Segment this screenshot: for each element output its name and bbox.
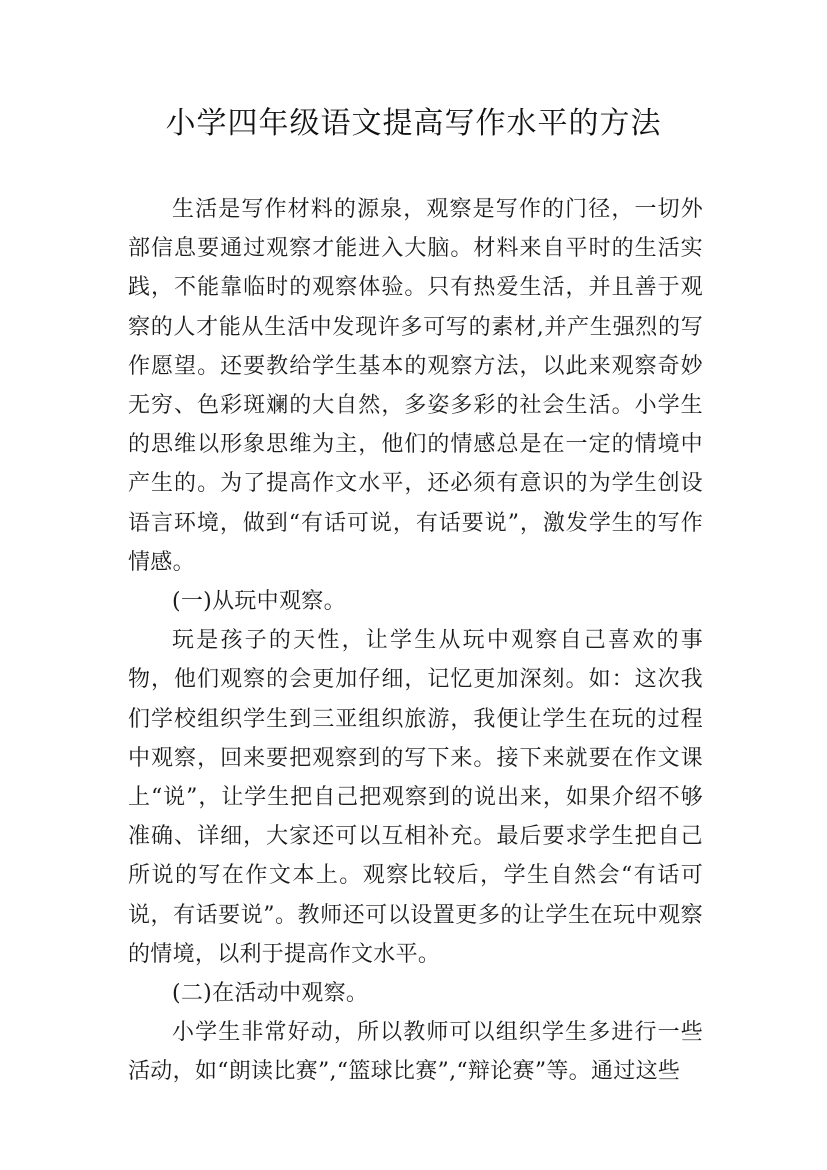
document-body [128, 190, 703, 1092]
section-heading-1: (一)从玩中观察。 [172, 589, 346, 615]
paragraph-intro: 生活是写作材料的源泉，观察是写作的门径，一切外部信息要通过观察才能进入大脑。材料来自平时的生活实践，不能靠临时的观察体验。只有热爱生活，并且善于观察的人才能从生活中发现许多可写的素材,并产生强烈的写作愿望。还要教给学生基本的观察方法，以此来观察奇妙无穷、色彩斑斓的大自然，多姿多彩的社会生活。小学生的思维以形象思维为主，他们的情感总是在一定的情境中产生的。为了提高作文水平，还必须有意识的为学生创设语言环境，做到“有话可说，有话要说”，激发学生的写作情感。 [128, 197, 703, 575]
section-heading-2: (二)在活动中观察。 [172, 981, 369, 1007]
paragraph-activity-observation: 小学生非常好动，所以教师可以组织学生多进行一些活动，如“朗读比赛”,“篮球比赛”,“辩论赛”等。通过这些 [128, 1020, 703, 1085]
paragraph-play-observation: 玩是孩子的天性，让学生从玩中观察自己喜欢的事物，他们观察的会更加仔细，记忆更加深刻。如：这次我们学校组织学生到三亚组织旅游，我便让学生在玩的过程中观察，回来要把观察到的写下来。接下来就要在作文课上“说”，让学生把自己把观察到的说出来，如果介绍不够准确、详细，大家还可以互相补充。最后要求学生把自己所说的写在作文本上。观察比较后，学生自然会“有话可说，有话要说”。教师还可以设置更多的让学生在玩中观察的情境，以利于提高作文水平。 [128, 628, 703, 967]
document-title: 小学四年级语文提高写作水平的方法 [165, 106, 662, 141]
